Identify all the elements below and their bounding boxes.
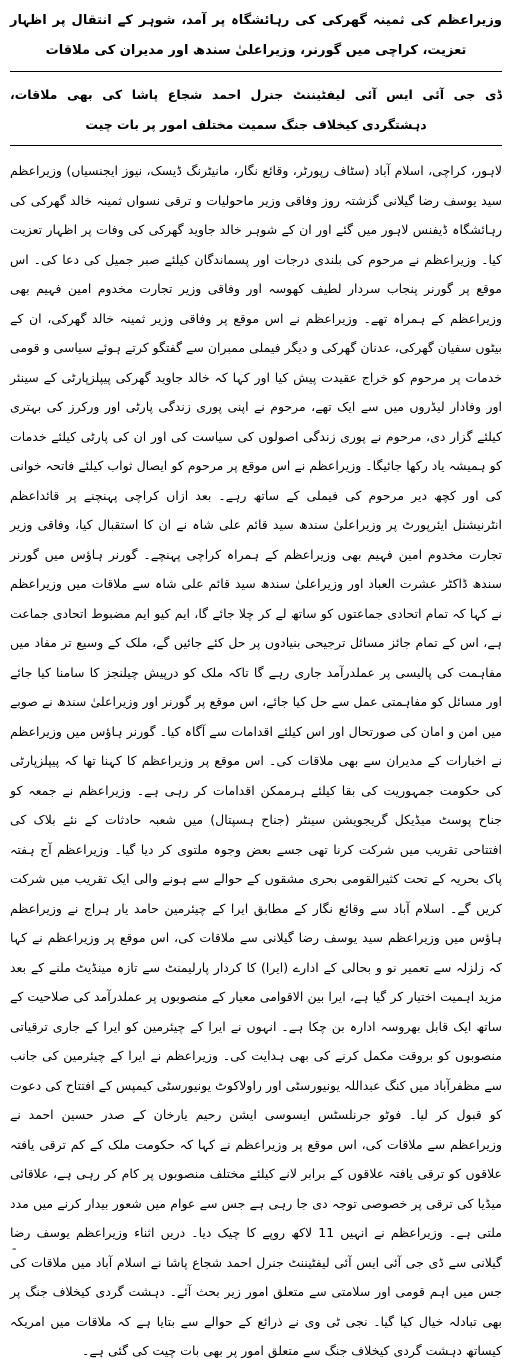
subheadline-divider [10, 145, 502, 146]
article-subheadline: ڈی جی آئی ایس آئی لیفٹیننٹ جنرل احمد شجاع پاشا کی بھی ملاقات، دہشتگردی کیخلاف جنگ سمیت مختلف امور پر بات چیت [10, 87, 502, 132]
article-headline: وزیراعظم کی ثمینہ گھرکی کی رہائشگاہ پر آمد، شوہر کے انتقال پر اظہار تعزیت، کراچی میں گورنر، وزیراعلیٰ سندھ اور مدیران کی ملاقات [10, 13, 502, 58]
headline-divider [10, 71, 502, 72]
article-body: لاہور، کراچی، اسلام آباد (سٹاف رپورٹر، وقائع نگار، مانیٹرنگ ڈیسک، نیوز ایجنسیاں) وزیراعظم سید یوسف رضا گیلانی گزشتہ روز وفاقی وزیر ماحولیات و ترقی نسواں ثمینہ خالد گھرکی کی رہائشگاہ ڈیفنس لاہور میں گئے اور ان کے شوہر خالد جاوید گھرکی کی وفات پر اظہار تعزیت کیا۔ وزیراعظم نے مرحوم کی بلندی درجات اور پسماندگان کیلئے صبر جمیل کی دعا کی۔ اس موقع پر گورنر پنجاب سردار لطیف کھوسہ اور وفاقی وزیر تجارت مخدوم امین فہیم بھی وزیراعظم کے ہمراہ تھے۔ وزیراعظم نے اس موقع پر وفاقی وزیر ثمینہ خالد گھرکی، ان کے بیٹوں سفیان گھرکی، عدنان گھرکی و دیگر فیملی ممبران سے گفتگو کرتے ہوئے سیاسی و قومی خدمات پر مرحوم کو خراج عقیدت پیش کیا اور کہا کہ خالد جاوید گھرکی پیپلزپارٹی کے سینئر اور وفادار لیڈروں میں سے ایک تھے، مرحوم نے اپنی پوری زندگی پارٹی اور ورکرز کی بہتری کیلئے گزار دی، مرحوم نے پوری زندگی اصولوں کی سیاست کی اور ان کی پارٹی کیلئے خدمات کو ہمیشہ یاد رکھا جائیگا۔ وزیراعظم نے اس موقع پر مرحوم کو ایصال ثواب کیلئے فاتحہ خوانی کی اور کچھ دیر مرحوم کی فیملی کے ساتھ رہے۔ بعد ازاں کراچی پہنچنے پر قائداعظم انٹرنیشنل ایئرپورٹ پر وزیراعلیٰ سندھ سید قائم علی شاہ نے ان کا استقبال کیا، وفاقی وزیر تجارت مخدوم امین فہیم بھی وزیراعظم کے ہمراہ کراچی پہنچے۔ گورنر ہاؤس میں گورنر سندھ ڈاکٹر عشرت العباد اور وزیراعلیٰ سندھ سید قائم علی شاہ سے ملاقات میں وزیراعظم نے کہا کہ تمام اتحادی جماعتوں کو ساتھ لے کر چلا جائے گا، ایم کیو ایم مضبوط اتحادی جماعت ہے، اس کے تمام جائز مسائل ترجیحی بنیادوں پر حل کئے جائیں گے، ملک کے وسیع تر مفاد میں مفاہمت کی پالیسی پر عملدرآمد جاری رہے گا تاکہ ملک کو درپیش چیلنجز کا سامنا کیا جائے اور مسائل کو مفاہمتی عمل سے حل کیا جائے، اس موقع پر گورنر اور وزیراعلیٰ سندھ نے صوبے میں امن و امان کی صورتحال اور اس کیلئے اقدامات سے آگاہ کیا۔ گورنر ہاؤس میں وزیراعظم نے اخبارات کے مدیران سے بھی ملاقات کی۔ اس موقع پر وزیراعظم کا کہنا تھا کہ پیپلزپارٹی کی حکومت جمہوریت کی بقا کیلئے ہرممکن اقدامات کر رہی ہے۔ وزیراعظم نے جمعہ کو جناح پوسٹ میڈیکل گریجویشن سینٹر (جناح ہسپتال) میں شعبہ حادثات کے نئے بلاک کی افتتاحی تقریب میں شرکت کرنا تھی جسے بعض وجوہ ملتوی کر دیا گیا۔ وزیراعظم آج ہفتہ پاک بحریہ کے تحت کثیرالقومی بحری مشقوں کے حوالے سے ہونے والی ایک تقریب میں شرکت کریں گے۔ اسلام آباد سے وقائع نگار کے مطابق ایرا کے چیئرمین حامد یار ہراج نے وزیراعظم ہاؤس میں وزیراعظم سید یوسف رضا گیلانی سے ملاقات کی، اس موقع پر وزیراعظم نے کہا کہ زلزلہ سے تعمیر نو و بحالی کے ادارے (ایرا) کا کردار پارلیمنٹ سے تازہ مینڈیٹ ملنے کے بعد مزید اہمیت اختیار کر گیا ہے، ایرا بین الاقوامی معیار کے منصوبوں پر عملدرآمد کی صلاحیت کے ساتھ ایک قابل بھروسہ ادارہ بن چکا ہے۔ انہوں نے ایرا کے چیئرمین کو ایرا کے جاری ترقیاتی منصوبوں کو بروقت مکمل کرنے کی بھی ہدایت کی۔ وزیراعظم نے ایرا کے چیئرمین کی جانب سے مظفرآباد میں کنگ عبداللہ یونیورسٹی اور راولاکوٹ یونیورسٹی کیمپس کے افتتاح کی دعوت کو قبول کر لیا۔ فوٹو جرنلسٹس ایسوسی ایشن رحیم یارخان کے صدر حسین احمد نے وزیراعظم سے ملاقات کی، اس موقع پر وزیراعظم نے کہا کہ حکومت ملک کے کم ترقی یافتہ علاقوں کو ترقی یافتہ علاقوں کے برابر لانے کیلئے مختلف منصوبوں پر کام کر رہی ہے، علاقائی میڈیا کی ترقی پر خصوصی توجہ دی جا رہی ہے جس سے عوام میں شعور بیدار کرنے میں مدد ملتی ہے۔ وزیراعظم نے انہیں 11 لاکھ روپے کا چیک دیا۔ دریں اثناء وزیراعظم یوسف رضا گیلانی سے ڈی جی آئی ایس آئی لیفٹیننٹ جنرل احمد شجاع پاشا نے اسلام آباد میں ملاقات کی جس میں اہم قومی اور سلامتی سے متعلق امور زیر بحث آئے۔ دہشت گردی کیخلاف جنگ پر بھی تبادلہ خیال کیا گیا۔ نجی ٹی وی نے ذرائع کے حوالے سے بتایا ہے کہ ملاقات میں امریکہ کیساتھ دہشت گردی کیخلاف جنگ سے متعلق امور پر بھی بات چیت کی گئی ہے۔ [10, 163, 502, 1358]
article-end-mark: - [12, 1240, 17, 1255]
